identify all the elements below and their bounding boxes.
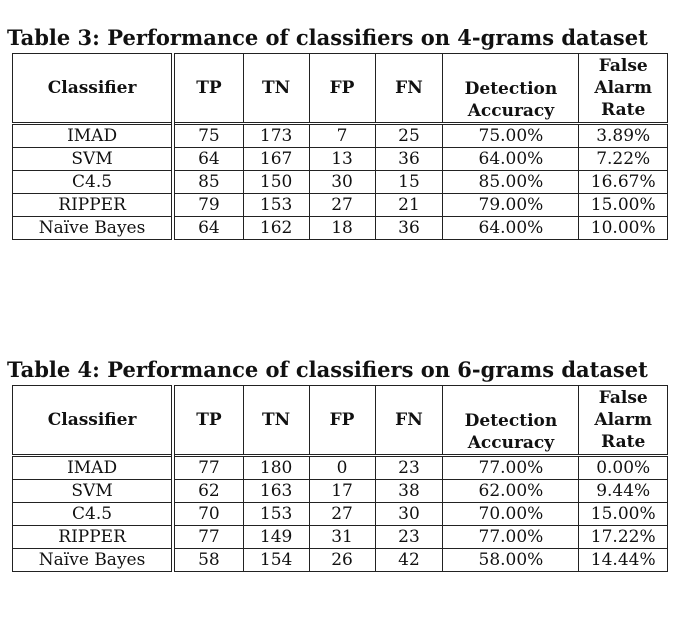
cell-tp: 77: [173, 456, 243, 480]
cell-classifier: C4.5: [13, 171, 174, 194]
header-false-alarm-rate-line2: Alarm: [594, 78, 652, 98]
header-false-alarm-rate-line1: False: [598, 388, 648, 408]
cell-tn: 167: [243, 148, 309, 171]
cell-tn: 163: [243, 480, 309, 503]
cell-false-alarm-rate: 9.44%: [579, 480, 668, 503]
table-3-header-row: [13, 54, 668, 124]
cell-detection-accuracy: 62.00%: [443, 480, 579, 503]
cell-fn: 23: [375, 526, 443, 549]
cell-tn: 154: [243, 549, 309, 572]
header-detection-accuracy: [443, 386, 579, 456]
table-4-caption-text: Performance of classifiers on 6-grams dataset: [107, 357, 648, 382]
table-4-block: [7, 356, 687, 572]
header-classifier: Classifier: [13, 54, 174, 124]
cell-detection-accuracy: 77.00%: [443, 526, 579, 549]
cell-classifier: IMAD: [13, 456, 174, 480]
header-false-alarm-rate-line3: Rate: [601, 432, 646, 452]
cell-tp: 75: [173, 124, 243, 148]
table-4-header-row: [13, 386, 668, 456]
cell-fp: 27: [309, 194, 375, 217]
header-fn: FN: [375, 54, 443, 124]
cell-fn: 38: [375, 480, 443, 503]
table-3: [12, 53, 668, 240]
cell-classifier: RIPPER: [13, 526, 174, 549]
cell-classifier: C4.5: [13, 503, 174, 526]
cell-tp: 85: [173, 171, 243, 194]
table-row: [13, 480, 668, 503]
cell-fp: 18: [309, 217, 375, 240]
cell-fp: 26: [309, 549, 375, 572]
table-row: [13, 217, 668, 240]
cell-false-alarm-rate: 17.22%: [579, 526, 668, 549]
header-tp: TP: [173, 386, 243, 456]
header-false-alarm-rate-line2: Alarm: [594, 410, 652, 430]
cell-fn: 30: [375, 503, 443, 526]
header-false-alarm-rate-line1: False: [598, 56, 648, 76]
header-fp: FP: [309, 386, 375, 456]
cell-tp: 64: [173, 217, 243, 240]
header-detection-accuracy-line2: Accuracy: [467, 101, 555, 121]
header-detection-accuracy: [443, 54, 579, 124]
table-row: [13, 503, 668, 526]
cell-tn: 162: [243, 217, 309, 240]
table-4-label: Table 4:: [7, 357, 100, 382]
cell-fp: 0: [309, 456, 375, 480]
cell-fp: 17: [309, 480, 375, 503]
cell-detection-accuracy: 64.00%: [443, 217, 579, 240]
cell-tn: 180: [243, 456, 309, 480]
cell-classifier: SVM: [13, 480, 174, 503]
header-false-alarm-rate-line3: Rate: [601, 100, 646, 120]
cell-fp: 27: [309, 503, 375, 526]
table-4: [12, 385, 668, 572]
table-3-block: [7, 24, 687, 240]
cell-tp: 58: [173, 549, 243, 572]
header-classifier: Classifier: [13, 386, 174, 456]
cell-fn: 23: [375, 456, 443, 480]
cell-fp: 7: [309, 124, 375, 148]
table-row: [13, 456, 668, 480]
cell-fp: 13: [309, 148, 375, 171]
cell-tp: 70: [173, 503, 243, 526]
table-row: [13, 124, 668, 148]
cell-false-alarm-rate: 14.44%: [579, 549, 668, 572]
table-row: [13, 148, 668, 171]
cell-tp: 64: [173, 148, 243, 171]
table-row: [13, 171, 668, 194]
cell-tp: 77: [173, 526, 243, 549]
cell-detection-accuracy: 77.00%: [443, 456, 579, 480]
table-3-caption: [7, 24, 685, 51]
cell-classifier: SVM: [13, 148, 174, 171]
header-false-alarm-rate: [579, 54, 668, 124]
table-row: [13, 526, 668, 549]
table-row: [13, 549, 668, 572]
table-3-caption-text: Performance of classifiers on 4-grams dataset: [107, 25, 648, 50]
cell-false-alarm-rate: 10.00%: [579, 217, 668, 240]
header-tn: TN: [243, 54, 309, 124]
header-tp: TP: [173, 54, 243, 124]
cell-false-alarm-rate: 0.00%: [579, 456, 668, 480]
cell-fn: 25: [375, 124, 443, 148]
cell-tp: 79: [173, 194, 243, 217]
cell-fn: 15: [375, 171, 443, 194]
cell-tn: 173: [243, 124, 309, 148]
cell-false-alarm-rate: 16.67%: [579, 171, 668, 194]
cell-fp: 30: [309, 171, 375, 194]
table-3-label: Table 3:: [7, 25, 100, 50]
cell-classifier: Naïve Bayes: [13, 217, 174, 240]
cell-detection-accuracy: 85.00%: [443, 171, 579, 194]
cell-false-alarm-rate: 15.00%: [579, 194, 668, 217]
cell-classifier: Naïve Bayes: [13, 549, 174, 572]
cell-tp: 62: [173, 480, 243, 503]
header-fp: FP: [309, 54, 375, 124]
cell-tn: 149: [243, 526, 309, 549]
cell-tn: 153: [243, 194, 309, 217]
cell-classifier: RIPPER: [13, 194, 174, 217]
table-row: [13, 194, 668, 217]
cell-detection-accuracy: 58.00%: [443, 549, 579, 572]
cell-false-alarm-rate: 7.22%: [579, 148, 668, 171]
table-4-caption: [7, 356, 685, 383]
cell-detection-accuracy: 79.00%: [443, 194, 579, 217]
header-tn: TN: [243, 386, 309, 456]
cell-false-alarm-rate: 15.00%: [579, 503, 668, 526]
header-detection-accuracy-line1: Detection: [464, 411, 558, 431]
cell-fp: 31: [309, 526, 375, 549]
cell-fn: 21: [375, 194, 443, 217]
cell-tn: 153: [243, 503, 309, 526]
cell-fn: 36: [375, 217, 443, 240]
header-fn: FN: [375, 386, 443, 456]
header-detection-accuracy-line1: Detection: [464, 79, 558, 99]
cell-fn: 36: [375, 148, 443, 171]
header-detection-accuracy-line2: Accuracy: [467, 433, 555, 453]
cell-tn: 150: [243, 171, 309, 194]
cell-false-alarm-rate: 3.89%: [579, 124, 668, 148]
cell-detection-accuracy: 64.00%: [443, 148, 579, 171]
cell-detection-accuracy: 75.00%: [443, 124, 579, 148]
header-false-alarm-rate: [579, 386, 668, 456]
cell-detection-accuracy: 70.00%: [443, 503, 579, 526]
cell-fn: 42: [375, 549, 443, 572]
cell-classifier: IMAD: [13, 124, 174, 148]
